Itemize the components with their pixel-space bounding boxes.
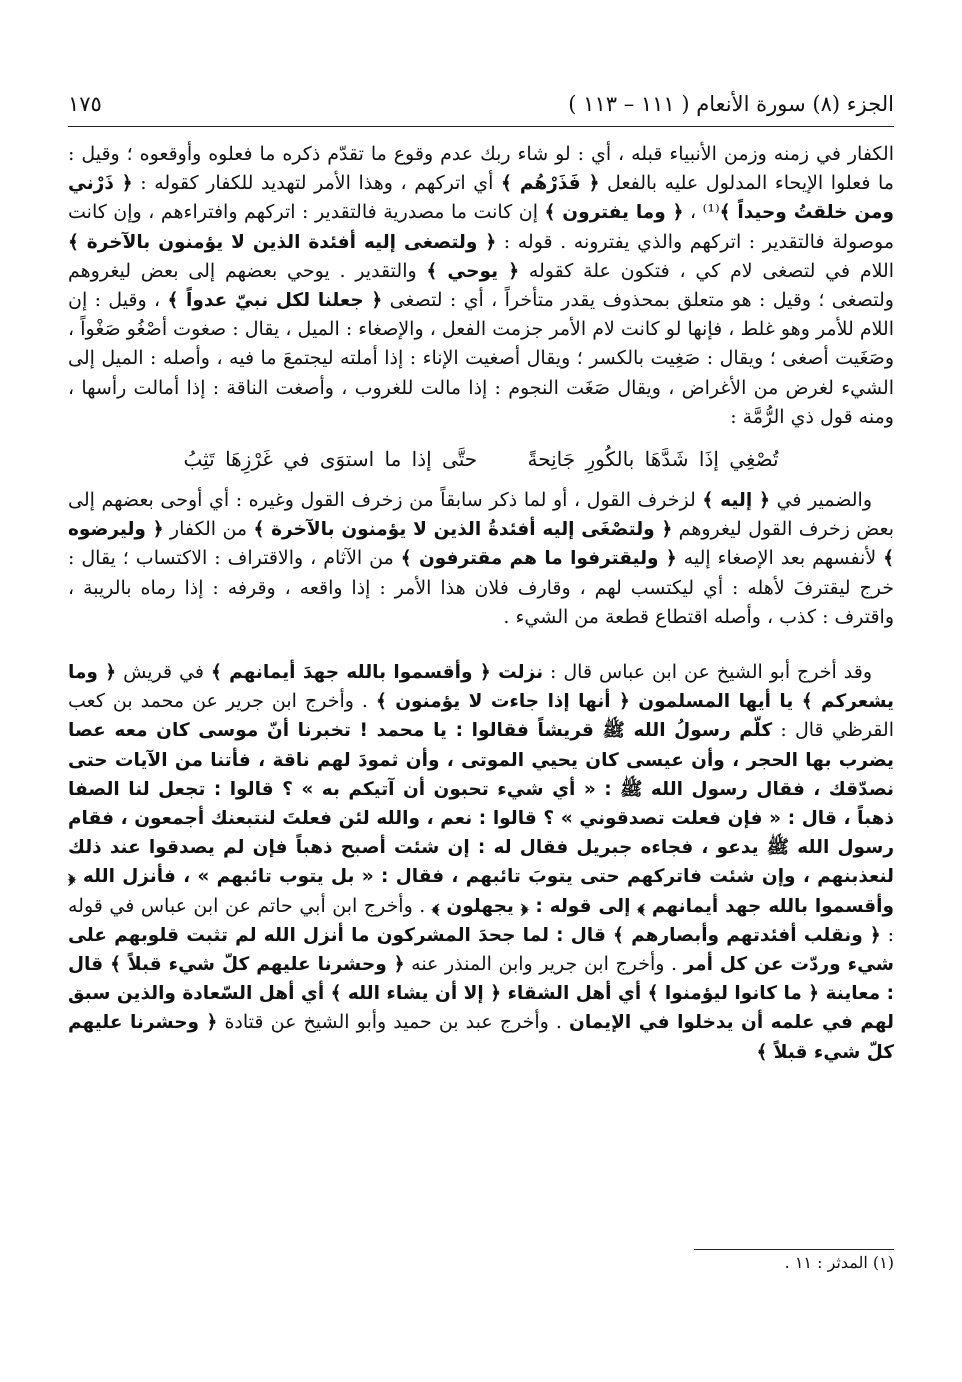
quoted-text-bold: ﴿ وحشرنا عليهم كلّ شيء قبلاً ﴾ قال : معاينة ﴿ ما كانوا ليؤمنوا ﴾ أي أهل الشقاء ﴿ إلا أن يشاء الله ﴾ أي أهل السّعادة والذين سبق لهم في علمه أن يدخلوا في الإيمان <box>68 954 894 1034</box>
text-run: في قريش <box>116 661 211 684</box>
text-run: . وأخرج ابن جرير وابن المنذر عنه <box>404 953 684 976</box>
text-run: ، وقيل : إن اللام للأمر وهو غلط ، فإنها لو كانت لام الأمر جزمت الفعل ، والإصغاء : الميل ، يقال : صغوت أصْغُو صَغْواً ، وصَغَيت أصغى ؛ ويقال : صَغِيت بالكسر ؛ ويقال أصغيت الإناء : إذا أملته ليجتمعَ ما فيه ، وأصله : الميل إلى الشيء لغرض من الأغراض ، ويقال صَغَت النجوم : إذا مالت للغروب ، وأصغت الناقة : إذا أمالت رأسها ، ومنه قول ذي الرُّمَّة : <box>68 289 894 428</box>
paragraph-commentary <box>68 140 894 432</box>
quoted-text-bold: ﴿ ولتصغى إليه أفئدة الذين لا يؤمنون بالآخرة ﴾ <box>68 231 497 253</box>
poem-verse <box>68 442 894 476</box>
text-run: . وأخرج عبد بن حميد وأبو الشيخ عن قتادة <box>217 1011 570 1034</box>
footnote: (١) المدثر : ١١ . <box>784 1253 894 1272</box>
text-run: والضمير في <box>770 489 872 512</box>
quoted-text-bold: ﴿ وحشرنا عليهم كلّ شيء قبلاً ﴾ <box>68 1012 894 1063</box>
text-run: إن كانت ما مصدرية فالتقدير : اتركهم وافتراءهم ، وإن كانت موصولة فالتقدير : اتركهم والذي يفترونه . قوله : <box>68 201 895 253</box>
running-header <box>68 92 894 124</box>
text-run: اللام في لتصغى لام كي ، فتكون علة كقوله <box>519 259 894 282</box>
poem-hemistich-2: حتَّى إذا ما استوَى في غَرْزِهَا تَثِبُ <box>183 447 478 472</box>
header-rule <box>68 126 894 127</box>
text-run: الكفار في زمنه وزمن الأنبياء قبله ، أي : لو شاء ربك عدم وقوع ما تقدّم ذكره ما فعلوه وأوقعوه ؛ وقيل : ما فعلوا الإيحاء المدلول عليه بالفعل <box>68 143 894 195</box>
quoted-text-bold: ﴿ ونقلب أفئدتهم وأبصارهم ﴾ قال : لما جحدَ المشركون ما أنزل الله لم تثبت قلوبهم على شيء وردّت عن كل أمر <box>68 924 894 976</box>
poem-hemistich-1: تُصْغِي إذَا شَدَّهَا بالكُورِ جَانِحةً <box>527 447 779 472</box>
text-run: ⁽¹⁾ ، <box>683 201 720 224</box>
quoted-text-bold: ﴿ وما يفترون ﴾ <box>544 202 684 224</box>
quoted-text-bold: ﴿ جعلنا لكل نبيّ عدواً ﴾ <box>167 290 383 312</box>
text-run: والتقدير . يوحي بعضهم إلى بعض ليغروهم ولتصغى ؛ وقيل : هو متعلق بمحذوف يقدر متأخراً ، أي : لتصغى <box>68 259 894 312</box>
quoted-text-bold: ﴿ يوحي ﴾ <box>426 260 520 282</box>
text-run: أي اتركهم ، وهذا الأمر لتهديد للكفار كقوله : <box>132 172 502 195</box>
main-text <box>68 140 894 1067</box>
quoted-text-bold: كلّم رسولُ الله ﷺ قريشاً فقالوا : يا محمد ! تخبرنا أنّ موسى كان معه عصا يضرب بها الحجر ، وأن عيسى كان يحيي الموتى ، وأن ثمودَ لهم ناقة ، فأتنا من الآيات حتى نصدّقك ، فقال رسول الله ﷺ : « أي شيء تحبون أن آتيكم به » ؟ قالوا : تجعل لنا الصفا ذهباً ، قال : « فإن فعلت تصدقوني » ؟ قالوا : نعم ، والله لئن فعلتَ لنتبعنك أجمعون ، فقام رسول الله ﷺ يدعو ، فجاءه جبريل فقال له : إن شئت أصبح ذهباً فإن لم يصدقوا عند ذلك لنعذبنهم ، وإن شئت فاتركهم حتى يتوبَ تائبهم ، فقال : « بل يتوب تائبهم » ، فأنزل الله ﴿ وأقسموا بالله جهد أيمانهم ﴾ إلى قوله : ﴿ يجهلون ﴾ <box>68 720 894 917</box>
text-run: . وأخرج ابن أبي حاتم عن ابن عباس في قوله : <box>68 894 894 946</box>
paragraph-narrations <box>68 658 894 1067</box>
quoted-text-bold: نزلت ﴿ وأقسموا بالله جهدَ أيمانهم ﴾ <box>210 662 544 684</box>
quoted-text-bold: ﴿ وليرضوه ﴾ <box>68 519 894 570</box>
quoted-text-bold: ﴿ إليه ﴾ <box>702 490 771 512</box>
quoted-text-bold: ﴿ ذَرْني ومن خلقتُ وحيداً ﴾ <box>68 173 895 224</box>
quoted-text-bold: ﴿ وليقترفوا ما هم مقترفون ﴾ <box>400 548 677 570</box>
text-run: من الكفار <box>163 518 254 541</box>
page-number: ١٧٥ <box>68 92 102 116</box>
text-run: لأنفسهم بعد الإصغاء إليه <box>676 547 884 570</box>
text-run: . وأخرج ابن جرير عن محمد بن كعب القرظي قال : <box>68 690 894 742</box>
quoted-text-bold: ﴿ وما يشعركم ﴾ يا أيها المسلمون ﴿ أنها إذا جاءت لا يؤمنون ﴾ <box>68 662 894 713</box>
quoted-text-bold: ﴿ ولتصْغَى إليه أفئدةُ الذين لا يؤمنون بالآخرة ﴾ <box>253 519 673 541</box>
paragraph-pronoun-note <box>68 486 894 632</box>
text-run: وقد أخرج أبو الشيخ عن ابن عباس قال : <box>543 661 873 684</box>
header-title: الجزء (٨) سورة الأنعام ( ١١١ – ١١٣ ) <box>568 92 894 116</box>
text-run: من الآثام ، والاقتراف : الاكتساب ؛ يقال : خرج ليقترفَ لأهله : أي ليكتسب لهم ، وقارف فلان هذا الأمر : إذا واقعه ، وقرفه : إذا رماه بالريبة ، واقترف : كذب ، وأصله اقتطاع قطعة من الشيء . <box>68 547 894 628</box>
footnote-rule <box>694 1249 894 1250</box>
text-run: لزخرف القول ، أو لما ذكر سابقاً من زخرف القول وغيره : أي أوحى بعضهم إلى بعض زخرف القول ليغروهم <box>68 489 894 541</box>
quoted-text-bold: ﴿ فَذَرْهُم ﴾ <box>501 173 600 195</box>
